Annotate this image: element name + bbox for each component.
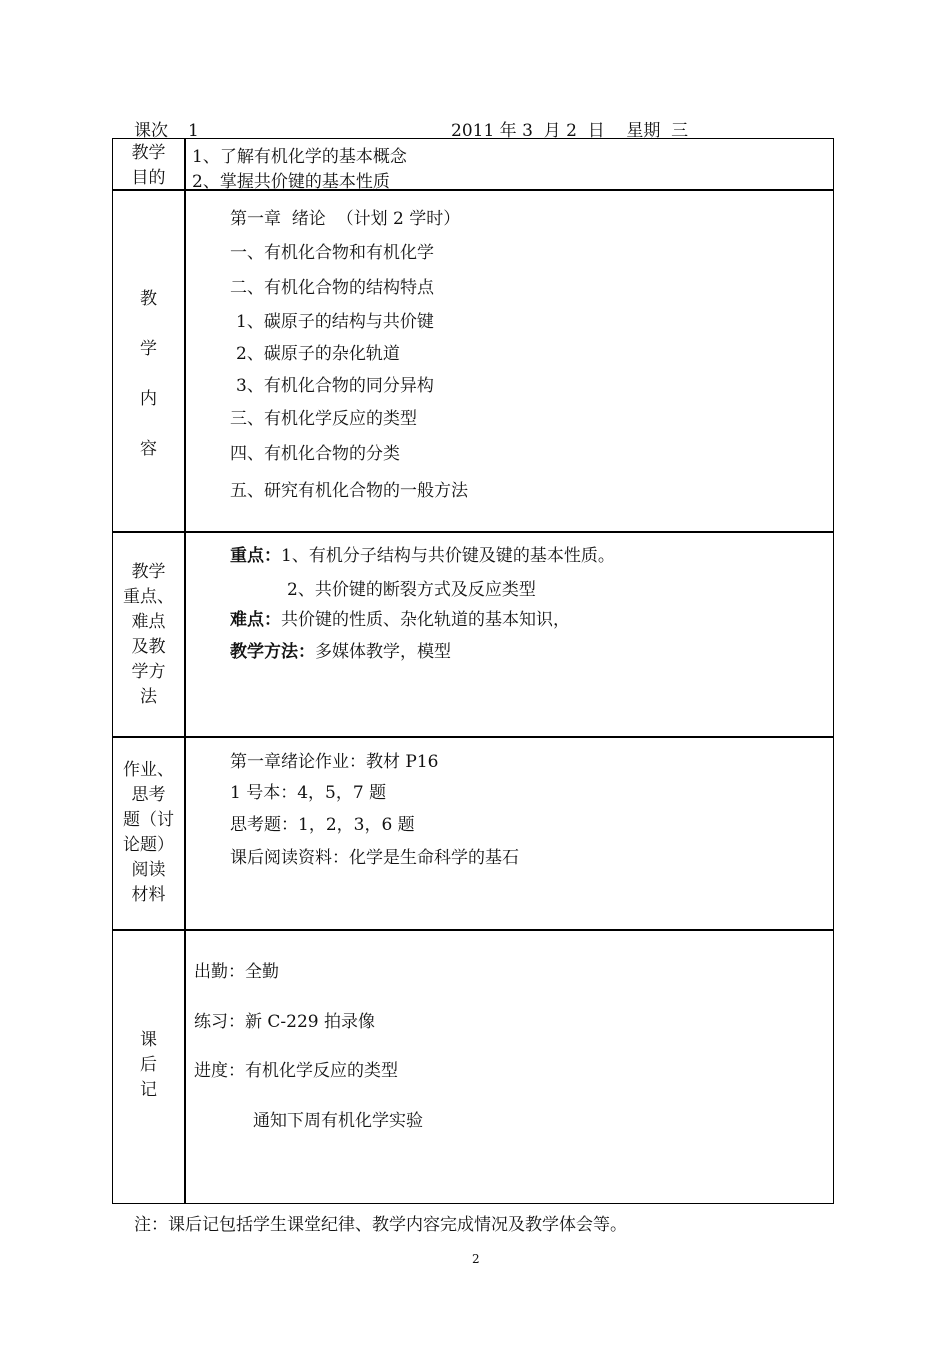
after-class-line: 通知下周有机化学实验 (253, 1111, 423, 1131)
key-points-label: 教学 重点、 难点 及教 学方 法 (123, 562, 174, 707)
homework-line: 第一章绪论作业：教材 P16 (230, 752, 439, 772)
homework-line: 思考题：1，2，3，6 题 (230, 815, 415, 835)
page-number: 2 (472, 1252, 480, 1266)
row-divider (112, 736, 834, 738)
column-divider (184, 138, 186, 1204)
lesson-plan-table (112, 138, 834, 1204)
content-label: 教 学 内 容 (140, 289, 157, 459)
homework-label: 作业、 思考 题（讨 论题） 阅读 材料 (123, 760, 174, 905)
objective-line: 1、了解有机化学的基本概念 (192, 147, 407, 167)
lesson-date: 2011 年 3 月 2 日 星期 三 (451, 121, 689, 141)
after-class-line: 练习：新 C-229 拍录像 (194, 1012, 376, 1032)
row-divider (112, 531, 834, 533)
lesson-label: 课次 (134, 121, 168, 141)
homework-line: 课后阅读资料：化学是生命科学的基石 (230, 848, 519, 868)
focus-line-2: 2、共价键的断裂方式及反应类型 (287, 580, 536, 600)
method-line: 教学方法：多媒体教学，模型 (230, 642, 451, 662)
content-line: 1、碳原子的结构与共价键 (236, 312, 434, 332)
content-line: 三、有机化学反应的类型 (230, 409, 417, 429)
after-class-line: 进度：有机化学反应的类型 (194, 1061, 398, 1081)
content-line: 第一章 绪论 （计划 2 学时） (230, 209, 461, 229)
focus-line-1: 重点：1、有机分子结构与共价键及键的基本性质。 (230, 546, 615, 566)
after-class-line: 出勤：全勤 (194, 962, 279, 982)
focus-label: 重点： (230, 546, 281, 566)
after-class-label: 课 后 记 (140, 1030, 157, 1100)
method-label: 教学方法： (230, 642, 315, 662)
row-divider (112, 929, 834, 931)
content-line: 一、有机化合物和有机化学 (230, 243, 434, 263)
lesson-number: 1 (188, 121, 199, 141)
objectives-label: 教学 目的 (131, 143, 166, 188)
difficulty-label: 难点： (230, 610, 281, 630)
content-line: 二、有机化合物的结构特点 (230, 278, 434, 298)
difficulty-line: 难点：共价键的性质、杂化轨道的基本知识， (230, 610, 570, 630)
footer-note: 注：课后记包括学生课堂纪律、教学内容完成情况及教学体会等。 (134, 1215, 627, 1235)
content-line: 四、有机化合物的分类 (230, 444, 400, 464)
content-line: 五、研究有机化合物的一般方法 (230, 481, 468, 501)
content-line: 2、碳原子的杂化轨道 (236, 344, 400, 364)
objective-line: 2、掌握共价键的基本性质 (192, 172, 390, 192)
content-line: 3、有机化合物的同分异构 (236, 376, 434, 396)
homework-line: 1 号本：4，5，7 题 (230, 783, 387, 803)
